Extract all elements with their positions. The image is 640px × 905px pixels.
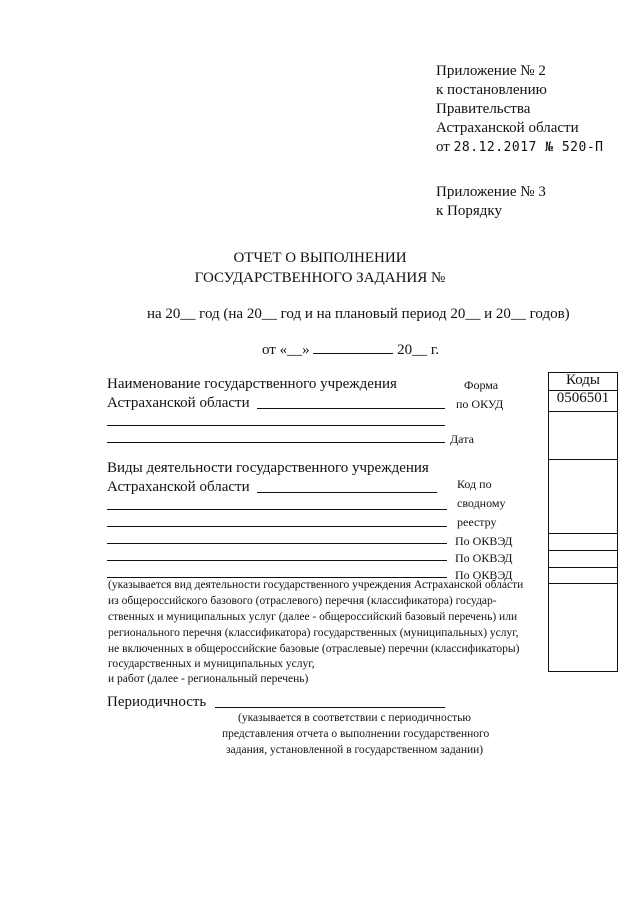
appendix-2-date-stamp: 28.12.2017 № 520-П [453, 140, 604, 155]
label-data: Дата [450, 432, 474, 446]
periodicity-note-3: задания, установленной в государственном задании) [226, 744, 484, 756]
codes-divider-okved-3 [549, 583, 617, 584]
document-title-line1: ОТЧЕТ О ВЫПОЛНЕНИИ [233, 250, 407, 266]
codes-divider-okved-1 [549, 550, 617, 551]
report-date-prefix: от «__» [262, 342, 310, 358]
note-line-6: государственных и муниципальных услуг, [108, 658, 315, 670]
activities-label-line2: Астраханской области [107, 479, 250, 495]
note-line-7: и работ (далее - региональный перечень) [108, 673, 309, 685]
activities-blank-1 [257, 492, 437, 493]
note-line-2: из общероссийского базового (отраслевого) перечня (классификатора) государ- [108, 595, 497, 607]
label-forma: Форма [464, 378, 499, 392]
institution-name-blank-3 [107, 442, 445, 443]
note-line-4: регионального перечня (классификатора) государственных (муниципальных) услуг, [108, 627, 519, 639]
periodicity-note-2: представления отчета о выполнении государственного [222, 728, 490, 740]
codes-table [548, 372, 618, 672]
activities-blank-2 [107, 509, 447, 510]
codes-divider-okud [549, 411, 617, 412]
appendix-2-line3: Правительства [436, 101, 531, 117]
codes-divider-okved-2 [549, 567, 617, 568]
label-okved-3: По ОКВЭД [455, 568, 513, 582]
appendix-2-line1: Приложение № 2 [436, 63, 546, 79]
appendix-2-line4: Астраханской области [436, 120, 579, 136]
appendix-3-line2: к Порядку [436, 203, 502, 219]
periodicity-blank [215, 707, 445, 708]
codes-divider-registry [549, 533, 617, 534]
appendix-2-date-line [436, 138, 604, 157]
note-line-3: ственных и муниципальных услуг (далее - общероссийский базовый перечень) или [108, 611, 518, 623]
periodicity-label: Периодичность [107, 694, 207, 710]
report-date [262, 340, 439, 360]
appendix-3-line1: Приложение № 3 [436, 184, 546, 200]
report-date-month-blank [313, 340, 393, 354]
document-title-line2: ГОСУДАРСТВЕННОГО ЗАДАНИЯ № [194, 270, 446, 286]
appendix-2-line2: к постановлению [436, 82, 547, 98]
periodicity-note-1: (указывается в соответствии с периодичностью [238, 712, 471, 724]
institution-label-line2: Астраханской области [107, 395, 250, 411]
institution-name-blank-1 [257, 408, 445, 409]
activities-blank-3 [107, 526, 447, 527]
institution-label-line1: Наименование государственного учреждения [107, 376, 397, 392]
label-okved-1: По ОКВЭД [455, 534, 513, 548]
label-po-okud: по ОКУД [456, 397, 504, 411]
note-line-5: не включенных в общероссийские базовые (отраслевые) перечни (классификаторы) [108, 643, 520, 655]
report-date-year: 20__ [397, 342, 428, 358]
codes-header: Коды [565, 372, 601, 388]
label-reestru: реестру [457, 515, 497, 529]
reporting-period: на 20__ год (на 20__ год и на плановый период 20__ и 20__ годов) [147, 306, 570, 322]
label-kod-po: Код по [457, 477, 492, 491]
report-date-suffix: г. [430, 342, 440, 358]
note-line-1: (указывается вид деятельности государственного учреждения Астраханской области [108, 579, 524, 591]
okud-code-value: 0506501 [556, 390, 610, 406]
institution-name-blank-2 [107, 425, 445, 426]
codes-divider-date [549, 459, 617, 460]
appendix-2-date-prefix: от [436, 139, 450, 155]
label-svodnomu: сводному [457, 496, 506, 510]
activities-label-line1: Виды деятельности государственного учреждения [107, 460, 429, 476]
activities-blank-5 [107, 560, 447, 561]
label-okved-2: По ОКВЭД [455, 551, 513, 565]
activities-blank-4 [107, 543, 447, 544]
